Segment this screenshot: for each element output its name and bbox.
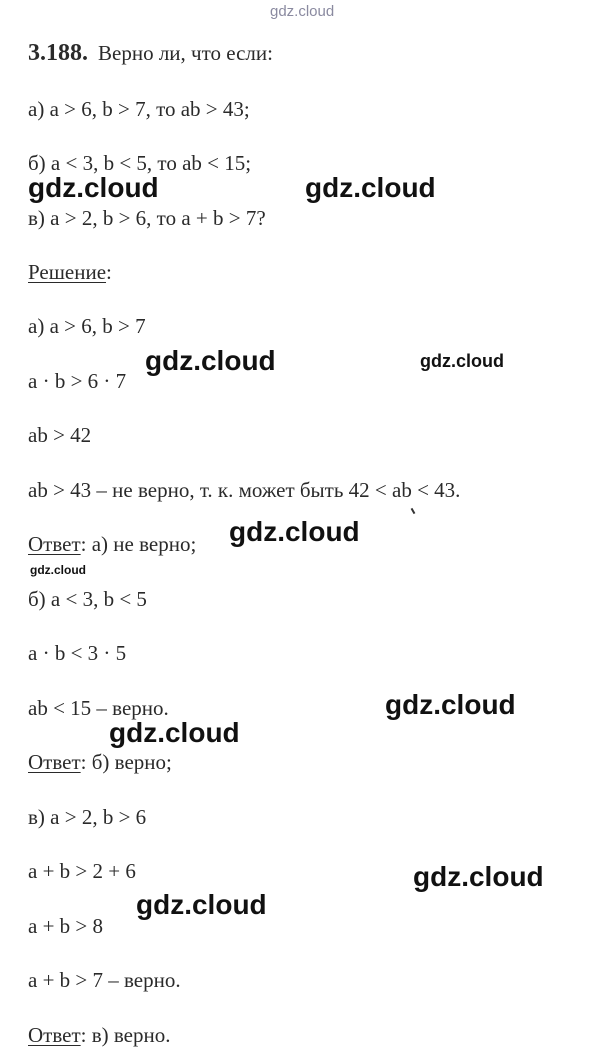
watermark-1: gdz.cloud — [28, 172, 159, 203]
watermark-9: gdz.cloud — [413, 861, 544, 892]
problem-item-a: а) a > 6, b > 7, то ab > 43; — [28, 97, 250, 121]
solution-b-line1: б) a < 3, b < 5 — [28, 587, 147, 611]
solution-c-line2: a + b > 2 + 6 — [28, 859, 136, 883]
solution-c-line4: a + b > 7 – верно. — [28, 968, 181, 992]
scan-speck — [411, 508, 416, 514]
watermark-3: gdz.cloud — [145, 345, 276, 376]
solution-c-line1: в) a > 2, b > 6 — [28, 805, 147, 829]
problem-item-c: в) a > 2, b > 6, то a + b > 7? — [28, 206, 266, 230]
watermark-10: gdz.cloud — [136, 889, 267, 920]
answer-text-c: : в) верно. — [80, 1023, 171, 1047]
solution-a-line2: a · b > 6 · 7 — [28, 369, 127, 393]
watermark-7: gdz.cloud — [385, 689, 516, 720]
solution-b-line3: ab < 15 – верно. — [28, 696, 169, 720]
watermark-5: gdz.cloud — [229, 516, 360, 547]
watermark-8: gdz.cloud — [109, 717, 240, 748]
solution-c-answer — [28, 1022, 171, 1048]
watermark-2: gdz.cloud — [305, 172, 436, 203]
solution-a-line1: а) a > 6, b > 7 — [28, 314, 146, 338]
answer-text-a: : а) не верно; — [80, 532, 197, 556]
solution-b-answer — [28, 749, 172, 775]
problem-number: 3.188. — [28, 40, 88, 66]
solution-c-line3: a + b > 8 — [28, 914, 104, 938]
watermark-top: gdz.cloud — [270, 3, 335, 20]
answer-label-b: Ответ — [28, 750, 81, 774]
solution-heading-label: Решение — [28, 260, 107, 284]
problem-header — [28, 40, 273, 66]
solution-b-line2: a · b < 3 · 5 — [28, 641, 127, 665]
problem-question: Верно ли, что если: — [98, 41, 273, 65]
solution-a-line3: ab > 42 — [28, 423, 92, 447]
answer-label-a: Ответ — [28, 532, 81, 556]
answer-label-c: Ответ — [28, 1023, 81, 1047]
problem-item-b: б) a < 3, b < 5, то ab < 15; — [28, 151, 252, 175]
watermark-6: gdz.cloud — [30, 563, 86, 577]
solution-heading-colon: : — [106, 260, 112, 284]
solution-heading — [28, 259, 112, 285]
watermark-4: gdz.cloud — [420, 351, 504, 371]
solution-a-answer — [28, 531, 196, 557]
solution-a-line4: ab > 43 – не верно, т. к. может быть 42 < ab < 43. — [28, 478, 461, 502]
answer-text-b: : б) верно; — [80, 750, 172, 774]
